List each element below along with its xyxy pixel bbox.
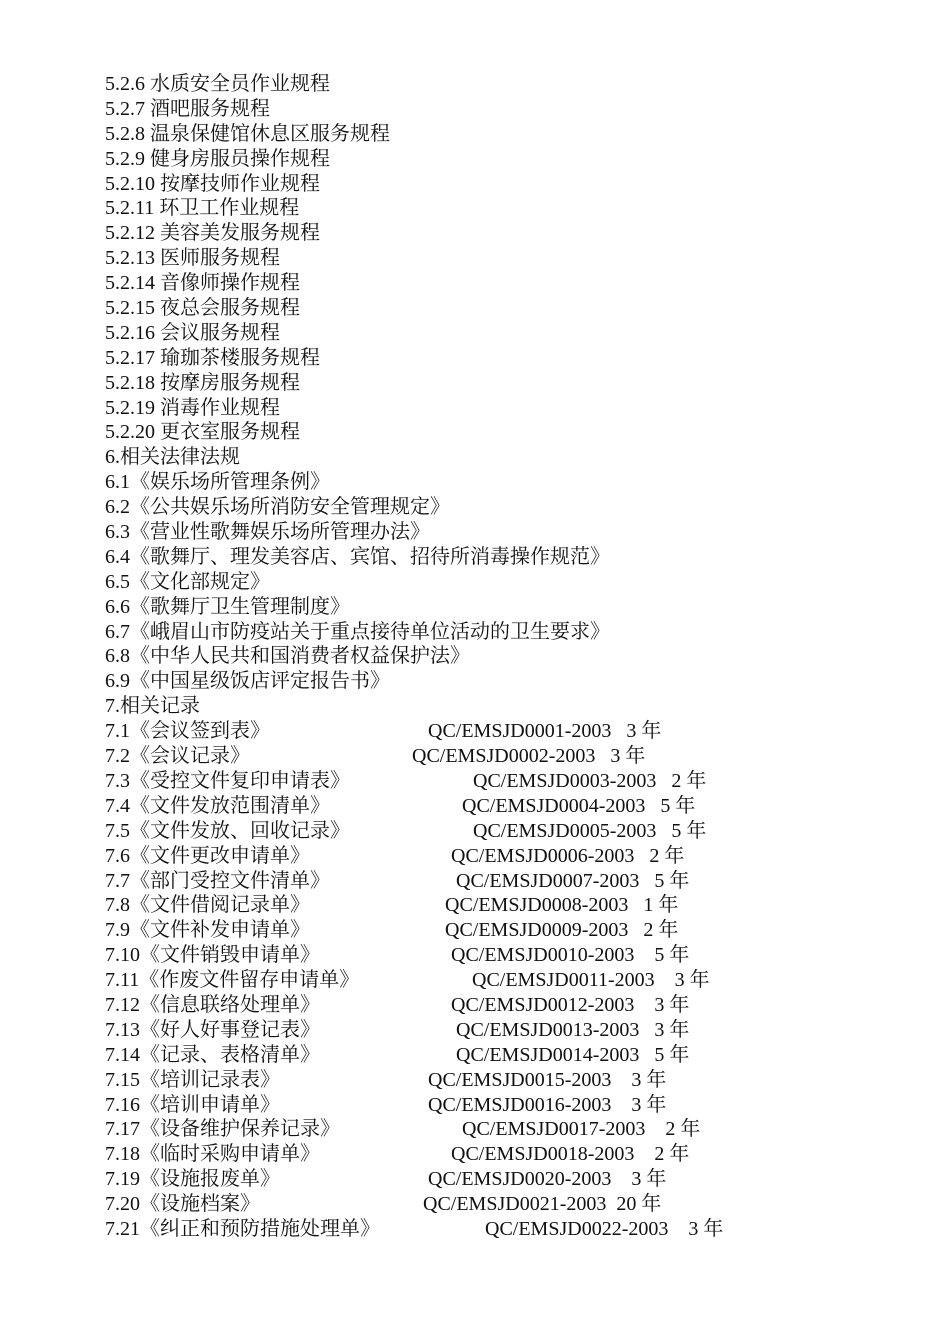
record-row bbox=[105, 1217, 905, 1242]
record-code: QC/EMSJD0001-2003 3 年 bbox=[428, 720, 662, 743]
law-item: 6.2《公共娱乐场所消防安全管理规定》 bbox=[105, 496, 450, 519]
procedure-item: 5.2.9 健身房服员操作规程 bbox=[105, 147, 330, 170]
procedure-item: 5.2.10 按摩技师作业规程 bbox=[105, 172, 320, 195]
record-row bbox=[105, 1043, 905, 1068]
procedure-item: 5.2.18 按摩房服务规程 bbox=[105, 371, 300, 394]
law-item: 6.4《歌舞厅、理发美容店、宾馆、招待所消毒操作规范》 bbox=[105, 545, 610, 568]
record-row bbox=[105, 1117, 905, 1142]
law-list bbox=[105, 470, 905, 694]
procedure-item: 5.2.16 会议服务规程 bbox=[105, 321, 280, 344]
record-code: QC/EMSJD0016-2003 3 年 bbox=[428, 1093, 667, 1116]
record-row bbox=[105, 869, 905, 894]
record-row bbox=[105, 893, 905, 918]
record-code: QC/EMSJD0003-2003 2 年 bbox=[473, 769, 707, 792]
record-code: QC/EMSJD0007-2003 5 年 bbox=[456, 869, 690, 892]
procedure-item: 5.2.6 水质安全员作业规程 bbox=[105, 73, 330, 95]
record-row bbox=[105, 968, 905, 993]
procedure-item: 5.2.14 音像师操作规程 bbox=[105, 272, 300, 295]
record-title: 7.21《纠正和预防措施处理单》 bbox=[105, 1217, 380, 1240]
record-title: 7.9《文件补发申请单》 bbox=[105, 919, 310, 942]
procedure-item: 5.2.13 医师服务规程 bbox=[105, 247, 280, 270]
record-title: 7.7《部门受控文件清单》 bbox=[105, 869, 330, 892]
record-code: QC/EMSJD0009-2003 2 年 bbox=[445, 919, 679, 942]
procedure-item: 5.2.20 更衣室服务规程 bbox=[105, 421, 300, 444]
record-title: 7.15《培训记录表》 bbox=[105, 1068, 280, 1091]
record-title: 7.3《受控文件复印申请表》 bbox=[105, 769, 350, 792]
record-title: 7.8《文件借阅记录单》 bbox=[105, 894, 310, 917]
record-row bbox=[105, 943, 905, 968]
procedure-item: 5.2.7 酒吧服务规程 bbox=[105, 97, 270, 120]
record-title: 7.14《记录、表格清单》 bbox=[105, 1043, 320, 1066]
record-title: 7.5《文件发放、回收记录》 bbox=[105, 819, 350, 842]
record-title: 7.4《文件发放范围清单》 bbox=[105, 794, 330, 817]
record-code: QC/EMSJD0004-2003 5 年 bbox=[462, 794, 696, 817]
record-code: QC/EMSJD0018-2003 2 年 bbox=[451, 1143, 690, 1166]
record-title: 7.2《会议记录》 bbox=[105, 745, 250, 768]
procedure-item: 5.2.15 夜总会服务规程 bbox=[105, 297, 300, 320]
record-code: QC/EMSJD0011-2003 3 年 bbox=[472, 969, 710, 992]
record-code: QC/EMSJD0013-2003 3 年 bbox=[456, 1018, 690, 1041]
law-item: 6.9《中国星级饭店评定报告书》 bbox=[105, 670, 390, 693]
record-row bbox=[105, 918, 905, 943]
record-title: 7.18《临时采购申请单》 bbox=[105, 1143, 320, 1166]
record-title: 7.1《会议签到表》 bbox=[105, 720, 270, 743]
record-title: 7.19《设施报废单》 bbox=[105, 1168, 280, 1191]
record-row bbox=[105, 1018, 905, 1043]
record-code: QC/EMSJD0006-2003 2 年 bbox=[451, 844, 685, 867]
law-item: 6.3《营业性歌舞娱乐场所管理办法》 bbox=[105, 521, 430, 544]
record-title: 7.20《设施档案》 bbox=[105, 1193, 260, 1216]
procedure-item: 5.2.8 温泉保健馆休息区服务规程 bbox=[105, 122, 390, 145]
record-row bbox=[105, 719, 905, 744]
record-title: 7.17《设备维护保养记录》 bbox=[105, 1118, 340, 1141]
record-row bbox=[105, 769, 905, 794]
record-row bbox=[105, 1167, 905, 1192]
record-row bbox=[105, 819, 905, 844]
record-code: QC/EMSJD0005-2003 5 年 bbox=[473, 819, 707, 842]
record-code: QC/EMSJD0020-2003 3 年 bbox=[428, 1168, 667, 1191]
record-row bbox=[105, 844, 905, 869]
record-code: QC/EMSJD0010-2003 5 年 bbox=[451, 944, 690, 967]
record-title: 7.11《作废文件留存申请单》 bbox=[105, 969, 360, 992]
law-item: 6.1《娱乐场所管理条例》 bbox=[105, 471, 330, 494]
record-code: QC/EMSJD0014-2003 5 年 bbox=[456, 1043, 690, 1066]
record-title: 7.10《文件销毁申请单》 bbox=[105, 944, 320, 967]
record-code: QC/EMSJD0017-2003 2 年 bbox=[462, 1118, 701, 1141]
document-body bbox=[105, 72, 905, 1242]
law-item: 6.6《歌舞厅卫生管理制度》 bbox=[105, 595, 350, 618]
procedure-item: 5.2.11 环卫工作业规程 bbox=[105, 197, 300, 220]
record-code: QC/EMSJD0015-2003 3 年 bbox=[428, 1068, 667, 1091]
procedure-item: 5.2.12 美容美发服务规程 bbox=[105, 222, 320, 245]
record-title: 7.13《好人好事登记表》 bbox=[105, 1018, 320, 1041]
record-title: 7.16《培训申请单》 bbox=[105, 1093, 280, 1116]
record-row bbox=[105, 993, 905, 1018]
record-code: QC/EMSJD0021-2003 20 年 bbox=[423, 1193, 662, 1216]
record-row bbox=[105, 1142, 905, 1167]
record-row bbox=[105, 744, 905, 769]
law-item: 6.8《中华人民共和国消费者权益保护法》 bbox=[105, 645, 470, 668]
procedure-item: 5.2.19 消毒作业规程 bbox=[105, 396, 280, 419]
record-code: QC/EMSJD0012-2003 3 年 bbox=[451, 993, 690, 1016]
record-row bbox=[105, 1068, 905, 1093]
procedure-list bbox=[105, 72, 905, 445]
record-title: 7.6《文件更改申请单》 bbox=[105, 844, 310, 867]
record-list bbox=[105, 719, 905, 1242]
law-item: 6.7《峨眉山市防疫站关于重点接待单位活动的卫生要求》 bbox=[105, 620, 610, 643]
record-row bbox=[105, 1192, 905, 1217]
record-code: QC/EMSJD0002-2003 3 年 bbox=[412, 745, 646, 768]
record-row bbox=[105, 1093, 905, 1118]
law-item: 6.5《文化部规定》 bbox=[105, 570, 270, 593]
record-code: QC/EMSJD0008-2003 1 年 bbox=[445, 894, 679, 917]
laws-heading: 6.相关法律法规 bbox=[105, 446, 240, 469]
record-row bbox=[105, 794, 905, 819]
record-code: QC/EMSJD0022-2003 3 年 bbox=[485, 1217, 724, 1240]
procedure-item: 5.2.17 瑜珈茶楼服务规程 bbox=[105, 346, 320, 369]
records-heading: 7.相关记录 bbox=[105, 695, 200, 718]
record-title: 7.12《信息联络处理单》 bbox=[105, 993, 320, 1016]
